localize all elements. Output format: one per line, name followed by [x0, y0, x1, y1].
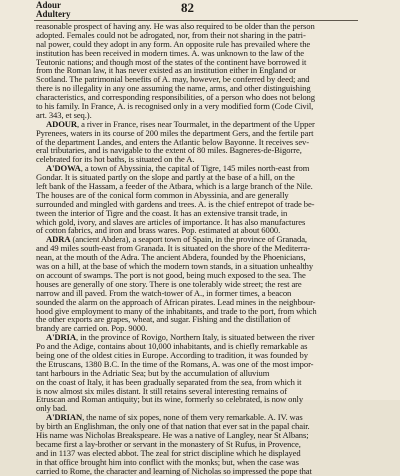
line-text: brandy are carried on. Pop. 9000. [36, 323, 148, 334]
line-text: of cotton fabrics, and iron and brass wares. Pop. estimated at about 6000. [36, 225, 281, 236]
line-text: of the department Landes, and enters the Atlantic below Bayonne. It receives sev- [36, 136, 310, 147]
line-text: Gondar. It is situated partly on the slope and partly at the base of a hill, on the [36, 172, 295, 183]
line-text: was on a hill, at the base of which the modern town stands, in a situation unhealthy [36, 261, 314, 272]
page-header [0, 0, 400, 20]
line-text: sounded the alarm on the approach of African pirates. Lead mines in the neighbour- [36, 296, 316, 307]
text-line [36, 395, 356, 404]
line-text: on the coast of Italy, it has been gradually separated from the sea, from which it [36, 376, 302, 387]
line-text: houses are generally of one story. There is one tolerably wide street; the rest are [36, 278, 302, 289]
line-text: art. 343, et seq.). [36, 109, 92, 120]
entry-headword: ADOUR [46, 118, 78, 129]
line-text: became first a lay-brother or servant in the monastery of St Rufus, in Provence, [36, 438, 301, 449]
line-text: the Etruscans, 1380 B.C. In the time of the Romans, A. was one of the most impor- [36, 358, 314, 369]
line-text: Scotland. The patrimonial benefits of A. may, however, be conferred by deed; and [36, 74, 310, 85]
line-text: reasonable prospect of having any. He was also required to be older than the person [36, 21, 315, 31]
entry-headword: A'DRIA [46, 332, 76, 343]
line-text: , the name of six popes, none of them very remarkable. A. IV. was [82, 412, 303, 423]
line-text: The houses are of the conical form common in Abyssinia, and are generally [36, 189, 289, 200]
line-text: the other exports are grapes, wheat, and sugar. Fishing and the distillation of [36, 314, 291, 325]
entry-headword: A'DRIAN [46, 412, 83, 423]
guide-words [36, 1, 71, 19]
line-text: surrounded and mingled with gardens and trees. A. is the chief entrepot of trade be- [36, 198, 315, 209]
line-text: only bad. [36, 403, 68, 414]
line-text: on account of swamps. The port is not good, being much exposed to the sea. The [36, 269, 306, 280]
line-text: nal power, could they adopt in any form. An opposite rule has prevailed where the [36, 38, 311, 49]
line-text: tween the interior of Tigre and the coast. It has an extensive transit trade, in [36, 207, 288, 218]
line-text: celebrated for its hot baths, is situated on the A. [36, 154, 195, 165]
line-text: and in 1137 was elected abbot. The zeal for strict discipline which he displayed [36, 447, 301, 458]
line-text: , a town of Abyssinia, the capital of Tigre, 145 miles north-east from [80, 163, 310, 174]
line-text: by birth an Englishman, the only one of that nation that ever sat in the papal chair. [36, 421, 310, 432]
line-text: in that office brought him into conflict with the monks; but, when the case was [36, 456, 299, 467]
line-text: narrow and ill paved. From the watch-tower of A., in former times, a beacon [36, 287, 292, 298]
page-number: 82 [181, 0, 194, 15]
guide-word-first: Adour [36, 0, 62, 10]
line-text: there is no illegality in any one assuming the name, arms, and other distinguishing [36, 83, 311, 94]
line-text: and 49 miles south-east from Granada. It is situated on the shore of the Mediterra- [36, 243, 311, 254]
line-text: being one of the oldest cities in Europe. According to tradition, it was founded by [36, 349, 308, 360]
entry-headword: ADRA [46, 234, 71, 245]
line-text: hood give employment to many of the inhabitants, and trade to the port, from which [36, 305, 317, 316]
line-text: left bank of the Hassam, a feeder of the Atbara, which is a large branch of the Nile. [36, 181, 313, 192]
line-text: Teutonic nations; and though most of the states of the continent have borrowed it [36, 56, 307, 67]
line-text: nean, at the mouth of the Adra. The ancient Abdera, founded by the Phoenicians, [36, 252, 306, 263]
line-text: characteristics, and corresponding responsibilities, of a person who does not belong [36, 92, 315, 103]
line-text: to his family. In France, A. is recognised only in a very modified form (Code Civil, [36, 101, 314, 112]
line-text: (ancient Abdera), a seaport town of Spain, in the province of Granada, [70, 234, 307, 245]
line-text: , in the province of Rovigo, Northern Italy, is situated between the river [75, 332, 315, 343]
line-text: Po and the Adige, contains about 10,000 inhabitants, and is chiefly remarkable as [36, 341, 308, 352]
line-text: is now almost six miles distant. It still retains several interesting remains of [36, 385, 287, 396]
line-text: tant harbours in the Adriatic Sea; but by the accumulation of alluvium [36, 367, 270, 378]
guide-word-second: Adultery [36, 9, 71, 19]
line-text: His name was Nicholas Breakspeare. He was a native of Langley, near St Albans; [36, 429, 309, 440]
line-text: from the Roman law, it has never existed as an institution either in England or [36, 65, 297, 76]
line-text: Etruscan and Roman antiquity; but its wine, formerly so celebrated, is now only [36, 394, 304, 405]
line-text: carried to Rome, the character and learning of Nicholas so impressed the pope that [36, 465, 312, 476]
line-text: , a river in France, rises near Tourmalet, in the department of the Upper [77, 118, 315, 129]
line-text: institution has been received in modern times. A. was unknown to the law of the [36, 47, 304, 58]
line-text: Pyrenees, waters in its course of 200 miles the department Gers, and the fertile part [36, 127, 314, 138]
dictionary-text [36, 21, 356, 476]
entry-headword: A'DOWA [46, 163, 81, 174]
line-text: eral tributaries, and is navigable to the extent of 80 miles. Bagneres-de-Bigorre, [36, 145, 302, 156]
line-text: adopted. Females could not be adrogated, nor, from their not sharing in the patri- [36, 29, 306, 40]
text-line [36, 467, 356, 476]
line-text: which gold, ivory, and slaves are articles of importance. It has also manufactures [36, 216, 306, 227]
